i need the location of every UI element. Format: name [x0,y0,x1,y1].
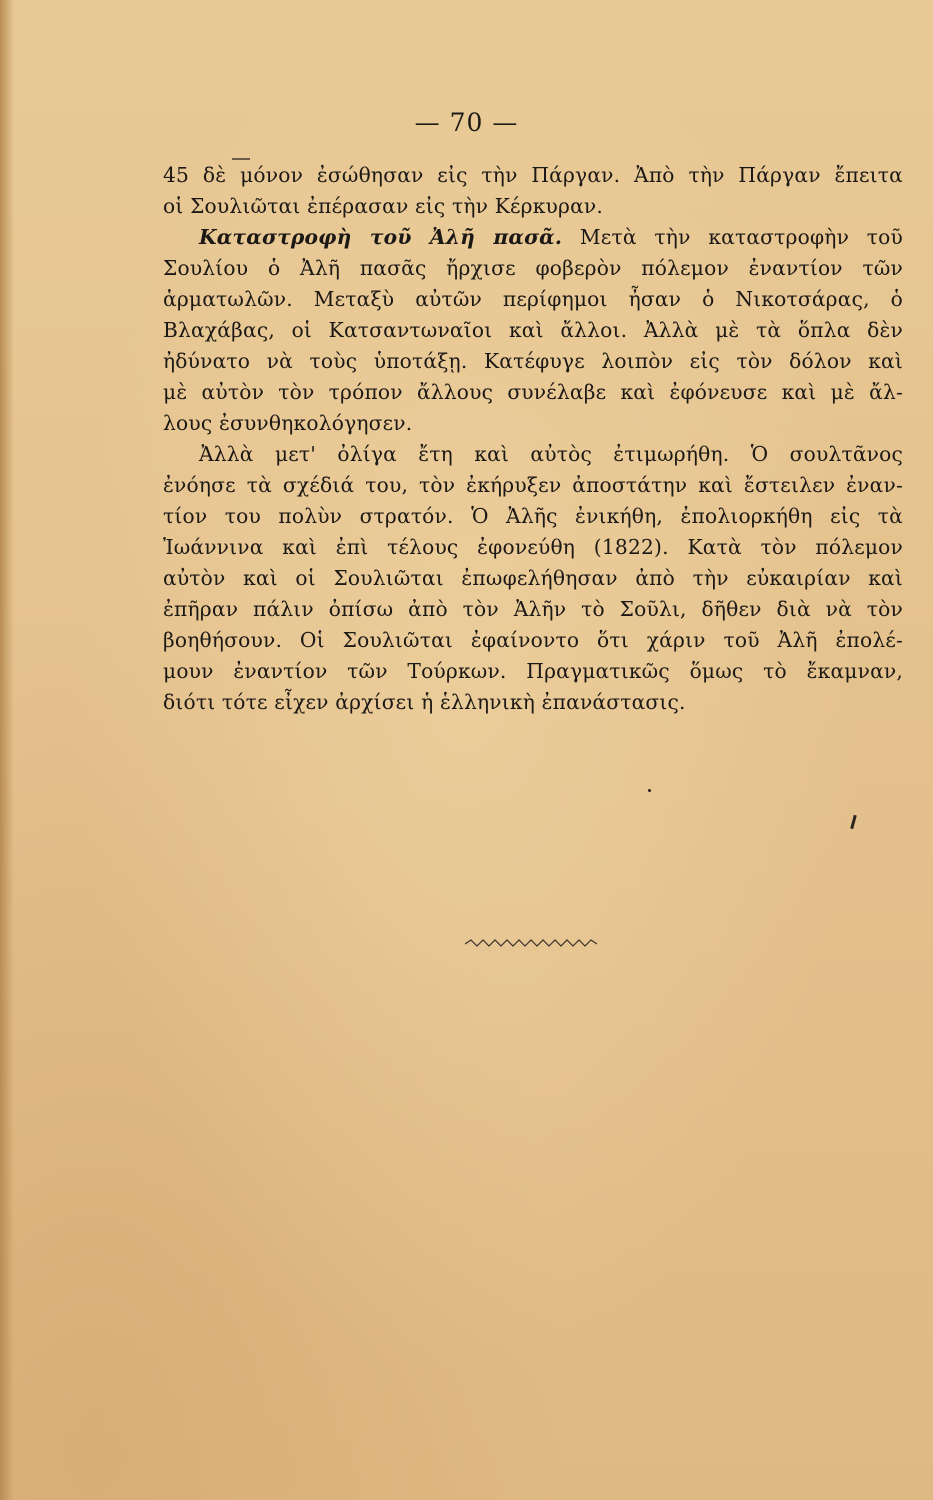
paragraph-3-line-4: Ἰωάννινα καὶ ἐπὶ τέλους ἐφονεύθη (1822). Κατὰ τὸν πόλεμον [163,535,903,559]
paragraph-3-line-8: μουν ἐναντίον τῶν Τούρκων. Πραγματικῶς ὅμως τὸ ἔκαμναν, [163,659,903,683]
page-number: — 70 — [414,108,519,137]
paragraph-2-line-5: ἠδύνατο νὰ τοὺς ὑποτάξῃ. Κατέφυγε λοιπὸν εἰς τὸν δόλον καὶ [163,349,903,373]
paragraph-2-line-4: Βλαχάβας, οἱ Κατσαντωναῖοι καὶ ἄλλοι. Ἀλλὰ μὲ τὰ ὅπλα δὲν [163,318,903,342]
section-heading: Καταστροφὴ τοῦ Ἀλῆ πασᾶ. [199,225,563,249]
paragraph-2-line-7: λους ἐσυνθηκολόγησεν. [163,411,413,435]
paragraph-3-line-6: ἐπῆραν πάλιν ὀπίσω ἀπὸ τὸν Ἀλῆν τὸ Σοῦλι, δῆθεν διὰ νὰ τὸν [163,597,903,621]
paragraph-2-line-1-rest: Μετὰ τὴν καταστροφὴν τοῦ [562,225,904,249]
paragraph-2-line-2: Σουλίου ὁ Ἀλῆ πασᾶς ἤρχισε φοβερὸν πόλεμον ἐναντίον τῶν [163,256,903,280]
paragraph-2-line-3: ἁρματωλῶν. Μεταξὺ αὐτῶν περίφημοι ἦσαν ὁ Νικοτσάρας, ὁ [163,287,903,311]
ink-speck [232,158,250,160]
paragraph-2-line-1 [163,222,903,253]
paragraph-3-line-2: ἐνόησε τὰ σχέδιά του, τὸν ἐκήρυξεν ἀποστάτην καὶ ἔστειλεν ἐναν- [163,473,903,497]
paragraph-3-line-7: βοηθήσουν. Οἱ Σουλιῶται ἐφαίνοντο ὅτι χάριν τοῦ Ἀλῆ ἐπολέ- [163,628,903,652]
ink-speck [648,789,651,792]
paragraph-2-line-6: μὲ αὐτὸν τὸν τρόπον ἄλλους συνέλαβε καὶ ἐφόνευσε καὶ μὲ ἄλ- [163,380,903,404]
paragraph-1-line-1: 45 δὲ μόνον ἐσώθησαν εἰς τὴν Πάργαν. Ἀπὸ τὴν Πάργαν ἔπειτα [163,163,903,187]
wavy-ornament-divider [465,938,597,948]
ink-speck [850,815,857,829]
paragraph-3-line-5: αὐτὸν καὶ οἱ Σουλιῶται ἐπωφελήθησαν ἀπὸ τὴν εὐκαιρίαν καὶ [163,566,903,590]
paragraph-1-line-2: οἱ Σουλιῶται ἐπέρασαν εἰς τὴν Κέρκυραν. [163,194,603,218]
paragraph-3-line-3: τίον του πολὺν στρατόν. Ὁ Ἀλῆς ἐνικήθη, ἐπολιορκήθη εἰς τὰ [163,504,903,528]
paragraph-3-line-1: Ἀλλὰ μετ' ὀλίγα ἔτη καὶ αὐτὸς ἐτιμωρήθη. Ὁ σουλτᾶνος [199,442,903,466]
page-edge-shadow [0,0,14,1500]
paragraph-3-line-9: διότι τότε εἶχεν ἀρχίσει ἡ ἑλληνικὴ ἐπανάστασις. [163,690,686,714]
body-text [163,160,903,718]
